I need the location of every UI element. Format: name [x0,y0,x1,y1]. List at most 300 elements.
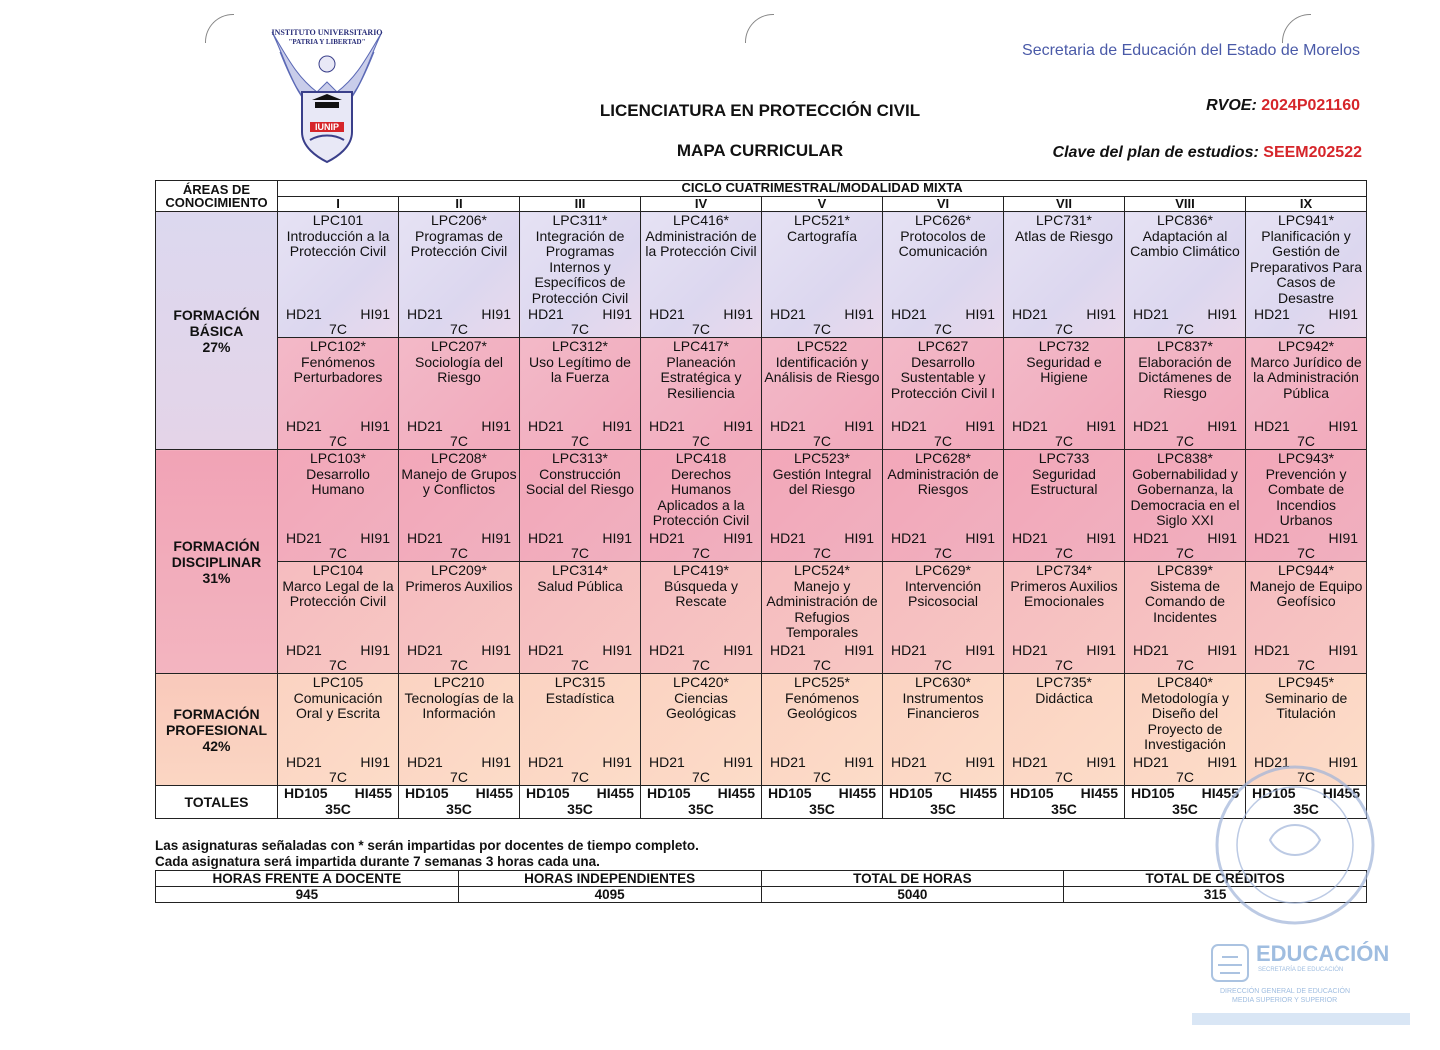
course-code: LPC209* [430,562,488,578]
course-code: LPC733 [1038,450,1090,466]
hi-hours: HI91 [1328,642,1359,659]
course-title: Programas de Protección Civil [410,227,508,260]
course-cell [883,212,1004,338]
page-corner-mark [745,14,774,43]
course-title: Sociología del Riesgo [415,353,503,386]
course-code: LPC525* [793,674,851,690]
course-code: LPC836* [1156,212,1214,228]
hd-hours: HD21 [286,530,322,547]
course-title: Adaptación al Cambio Climático [1130,227,1240,260]
hi-hours: HI91 [965,642,995,659]
education-stamp [1190,935,1420,1035]
hi-hours: HI91 [481,306,511,323]
hi-hours: HI91 [1086,306,1116,323]
course-code: LPC942* [1278,338,1335,354]
course-credits: 7C [934,433,952,450]
period-header-6: VI [883,197,1004,212]
course-credits: 7C [571,545,589,562]
course-cell [1125,212,1246,338]
course-cell [1125,338,1246,450]
period-total [641,786,762,819]
area-formacion-profesional [156,674,278,786]
course-cell [399,450,520,562]
course-title: Cartografía [786,227,858,244]
total-hi: HI455 [354,785,392,801]
hi-hours: HI91 [481,418,511,435]
hd-hours: HD21 [1012,306,1048,323]
hi-hours: HI91 [481,530,511,547]
total-hi: HI455 [838,785,876,801]
course-code: LPC313* [551,450,609,466]
hi-hours: HI91 [481,642,511,659]
course-credits: 7C [1297,545,1315,562]
course-code: LPC417* [672,338,730,354]
course-cell [1004,674,1125,786]
area-name: FORMACIÓN BÁSICA [173,306,260,339]
hd-hours: HD21 [649,754,685,771]
course-code: LPC103* [309,450,367,466]
course-credits: 7C [450,321,468,338]
course-title: Derechos Humanos Aplicados a la Protección Civil [652,465,750,529]
course-code: LPC416* [672,212,730,228]
course-code: LPC523* [793,450,851,466]
total-hd: HD105 [1252,785,1296,801]
hi-hours: HI91 [844,306,874,323]
course-cell [520,450,641,562]
course-credits: 7C [1297,657,1315,674]
course-cell [520,562,641,674]
hi-hours: HI91 [1207,418,1237,435]
course-credits: 7C [1176,657,1194,674]
total-hd: HD105 [1131,785,1175,801]
course-title: Administración de Riesgos [887,465,999,498]
course-title: Protocolos de Comunicación [898,227,988,260]
summary-value-hi: 4095 [458,887,761,903]
course-cell [762,450,883,562]
course-cell [641,212,762,338]
course-title: Sistema de Comando de Incidentes [1144,577,1226,625]
course-title: Didáctica [1035,689,1093,706]
hd-hours: HD21 [407,418,443,435]
course-credits: 7C [813,545,831,562]
course-cell [278,338,399,450]
hd-hours: HD21 [1012,754,1048,771]
hd-hours: HD21 [1133,418,1169,435]
logo-acronym: IUNIP [314,122,340,132]
course-code: LPC521* [793,212,851,228]
hi-hours: HI91 [602,642,632,659]
course-code: LPC524* [793,562,851,578]
hi-hours: HI91 [723,530,753,547]
hi-hours: HI91 [965,530,995,547]
course-title: Salud Pública [537,577,623,594]
hi-hours: HI91 [723,306,753,323]
edu-title: EDUCACIÓN [1256,941,1390,966]
course-title: Estadística [545,689,615,706]
course-credits: 7C [813,769,831,786]
area-percentage: 27% [202,338,231,355]
period-total [278,786,399,819]
course-code: LPC734* [1035,562,1093,578]
course-title: Metodología y Diseño del Proyecto de Investigación [1141,689,1229,753]
course-title: Ciencias Geológicas [665,689,737,722]
period-header-5: V [762,197,883,212]
course-title: Comunicación Oral y Escrita [293,689,383,722]
course-cell [1125,562,1246,674]
course-code: LPC837* [1156,338,1214,354]
course-code: LPC626* [914,212,972,228]
hi-hours: HI91 [723,642,753,659]
course-code: LPC208* [430,450,488,466]
course-title: Planeación Estratégica y Resiliencia [660,353,742,401]
course-title: Primeros Auxilios Emocionales [1010,577,1118,610]
course-cell [1004,338,1125,450]
course-credits: 7C [692,545,710,562]
page-title: LICENCIATURA EN PROTECCIÓN CIVIL [599,101,921,120]
summary-header-hd: HORAS FRENTE A DOCENTE [156,871,459,887]
course-code: LPC418 [675,450,727,466]
course-credits: 7C [571,657,589,674]
course-code: LPC943* [1278,450,1335,466]
period-header-9: IX [1246,197,1367,212]
course-cell [1246,562,1367,674]
hd-hours: HD21 [1012,642,1048,659]
hd-hours: HD21 [1254,530,1290,547]
hi-hours: HI91 [1086,642,1116,659]
hd-hours: HD21 [891,754,927,771]
course-cell [399,212,520,338]
course-credits: 7C [934,657,952,674]
eagle-shield-icon [272,32,382,162]
hd-hours: HD21 [407,642,443,659]
course-title: Planificación y Gestión de Preparativos Para Casos de Desastre [1250,227,1363,306]
course-cell [762,338,883,450]
course-credits: 7C [1055,657,1073,674]
hi-hours: HI91 [602,306,632,323]
course-cell [883,338,1004,450]
summary-header-total-hours: TOTAL DE HORAS [761,871,1064,887]
course-credits: 7C [692,433,710,450]
hd-hours: HD21 [286,418,322,435]
area-percentage: 42% [202,737,231,754]
course-code: LPC735* [1035,674,1093,690]
hi-hours: HI91 [360,642,390,659]
course-credits: 7C [1176,769,1194,786]
course-title: Manejo y Administración de Refugios Temporales [766,577,878,641]
hd-hours: HD21 [528,418,564,435]
course-title: Administración de la Protección Civil [645,227,757,260]
hd-hours: HD21 [286,754,322,771]
course-credits: 7C [329,321,347,338]
note-line1: Las asignaturas señaladas con * serán impartidas por docentes de tiempo completo. [155,838,699,853]
ciclo-header: CICLO CUATRIMESTRAL/MODALIDAD MIXTA [278,181,1367,197]
course-cell [520,338,641,450]
hd-hours: HD21 [1133,754,1169,771]
course-cell [399,674,520,786]
hd-hours: HD21 [649,418,685,435]
course-credits: 7C [1297,769,1315,786]
course-cell [520,212,641,338]
total-hd: HD105 [526,785,570,801]
edu-direccion-1: DIRECCIÓN GENERAL DE EDUCACIÓN [1220,988,1351,995]
period-total [399,786,520,819]
course-title: Desarrollo Sustentable y Protección Civil I [890,353,996,401]
course-credits: 7C [329,433,347,450]
total-hd: HD105 [768,785,812,801]
period-total [883,786,1004,819]
hd-hours: HD21 [770,754,806,771]
course-title: Manejo de Equipo Geofísico [1249,577,1363,610]
course-title: Seguridad e Higiene [1026,353,1102,386]
logo-line2: "PATRIA Y LIBERTAD" [288,38,366,46]
course-credits: 7C [329,545,347,562]
course-code: LPC311* [552,212,608,228]
hd-hours: HD21 [1254,642,1290,659]
hd-hours: HD21 [1254,418,1290,435]
course-code: LPC104 [312,562,364,578]
course-code: LPC944* [1278,562,1335,578]
course-cell [762,212,883,338]
course-credits: 7C [1055,433,1073,450]
hd-hours: HD21 [891,306,927,323]
hd-hours: HD21 [891,530,927,547]
course-title: Atlas de Riesgo [1014,227,1114,244]
course-title: Fenómenos Perturbadores [293,353,383,386]
course-credits: 7C [450,769,468,786]
hd-hours: HD21 [528,530,564,547]
hd-hours: HD21 [1012,530,1048,547]
course-code: LPC630* [914,674,972,690]
hd-hours: HD21 [649,306,685,323]
hi-hours: HI91 [1328,754,1359,771]
areas-header: ÁREAS DE CONOCIMIENTO [156,181,278,212]
hi-hours: HI91 [481,754,511,771]
course-credits: 7C [1297,321,1315,338]
hi-hours: HI91 [360,754,390,771]
total-hi: HI455 [1201,785,1239,801]
hd-hours: HD21 [770,418,806,435]
course-cell [883,674,1004,786]
logo-line1: INSTITUTO UNIVERSITARIO [271,28,383,37]
course-credits: 7C [450,657,468,674]
course-code: LPC522 [796,338,848,354]
hd-hours: HD21 [407,530,443,547]
course-title: Seminario de Titulación [1264,689,1348,722]
hd-hours: HD21 [649,642,685,659]
hi-hours: HI91 [360,530,390,547]
course-code: LPC838* [1156,450,1214,466]
course-credits: 7C [1055,769,1073,786]
hd-hours: HD21 [770,306,806,323]
total-credits: 35C [1051,800,1077,817]
hd-hours: HD21 [1254,754,1290,771]
hi-hours: HI91 [965,754,995,771]
course-title: Intervención Psicosocial [904,577,982,610]
hd-hours: HD21 [1254,306,1290,323]
course-cell [520,674,641,786]
hi-hours: HI91 [1328,418,1359,435]
clave-label: Clave del plan de estudios: [1052,144,1259,161]
course-code: LPC210 [433,674,485,690]
page-corner-mark [1282,14,1311,43]
course-code: LPC102* [309,338,367,354]
hd-hours: HD21 [891,642,927,659]
hi-hours: HI91 [360,306,390,323]
course-title: Fenómenos Geológicos [785,689,859,722]
course-cell [883,562,1004,674]
course-title: Introducción a la Protección Civil [286,227,390,260]
course-title: Construcción Social del Riesgo [525,465,635,498]
course-code: LPC941* [1278,212,1335,228]
period-header-1: I [278,197,399,212]
course-cell [883,450,1004,562]
course-cell [1004,212,1125,338]
period-header-3: III [520,197,641,212]
curriculum-table [155,180,1367,819]
hi-hours: HI91 [1086,418,1116,435]
course-credits: 7C [1176,321,1194,338]
course-cell [762,562,883,674]
hi-hours: HI91 [1207,642,1237,659]
rvoe-label: RVOE: [1206,97,1257,114]
hi-hours: HI91 [602,754,632,771]
hi-hours: HI91 [1207,530,1237,547]
clave-plan [980,144,1362,162]
hd-hours: HD21 [407,306,443,323]
course-code: LPC629* [914,562,972,578]
hd-hours: HD21 [528,642,564,659]
course-cell [1246,212,1367,338]
hd-hours: HD21 [649,530,685,547]
course-title: Seguridad Estructural [1030,465,1098,498]
course-credits: 7C [329,769,347,786]
course-cell [399,562,520,674]
edu-subtitle: SECRETARÍA DE EDUCACIÓN [1258,967,1344,973]
course-credits: 7C [692,321,710,338]
course-code: LPC206* [430,212,488,228]
course-credits: 7C [571,433,589,450]
course-title: Integración de Programas Internos y Específicos de Protección Civil [531,227,629,306]
course-title: Tecnologías de la Información [404,689,514,722]
hi-hours: HI91 [844,754,874,771]
course-code: LPC732 [1038,338,1090,354]
period-header-8: VIII [1125,197,1246,212]
rvoe-value: 2024P021160 [1261,97,1360,114]
notes [155,838,699,869]
course-title: Gobernabilidad y Gobernanza, la Democracia en el Siglo XXI [1130,465,1240,529]
course-cell [1246,338,1367,450]
hd-hours: HD21 [528,306,564,323]
course-code: LPC420* [672,674,730,690]
total-hd: HD105 [1010,785,1054,801]
summary-value-credits: 315 [1064,887,1367,903]
course-title: Manejo de Grupos y Conflictos [401,465,517,498]
hi-hours: HI91 [1207,306,1237,323]
total-credits: 35C [809,800,835,817]
hi-hours: HI91 [602,418,632,435]
course-title: Identificación y Análisis de Riesgo [764,353,880,386]
course-credits: 7C [692,657,710,674]
period-total [762,786,883,819]
course-code: LPC945* [1278,674,1335,690]
course-title: Instrumentos Financieros [902,689,984,722]
summary-header-credits: TOTAL DE CRÉDITOS [1064,871,1367,887]
course-title: Marco Jurídico de la Administración Pública [1250,353,1362,401]
course-code: LPC314* [551,562,609,578]
course-credits: 7C [813,433,831,450]
total-hd: HD105 [405,785,449,801]
hd-hours: HD21 [1012,418,1048,435]
total-credits: 35C [688,800,714,817]
course-code: LPC207* [430,338,488,354]
course-code: LPC628* [914,450,972,466]
hi-hours: HI91 [1086,754,1116,771]
course-credits: 7C [934,321,952,338]
total-credits: 35C [1293,800,1319,817]
course-code: LPC840* [1156,674,1214,690]
area-formacion-basica [156,212,278,450]
course-cell [1004,450,1125,562]
course-credits: 7C [1055,321,1073,338]
course-credits: 7C [1176,433,1194,450]
summary-value-total-hours: 5040 [761,887,1064,903]
course-title: Gestión Integral del Riesgo [772,465,872,498]
area-name: FORMACIÓN PROFESIONAL [165,705,268,738]
hi-hours: HI91 [965,306,995,323]
hd-hours: HD21 [891,418,927,435]
course-cell [278,674,399,786]
hi-hours: HI91 [844,530,874,547]
course-cell [1004,562,1125,674]
course-code: LPC419* [672,562,730,578]
period-header-4: IV [641,197,762,212]
secretaria-label: Secretaria de Educación del Estado de Morelos [1022,42,1360,59]
period-header-7: VII [1004,197,1125,212]
course-credits: 7C [1297,433,1315,450]
area-formacion-disciplinar [156,450,278,674]
total-hd: HD105 [284,785,328,801]
course-title: Elaboración de Dictámenes de Riesgo [1138,353,1232,401]
course-code: LPC731* [1035,212,1093,228]
total-hi: HI455 [1322,785,1361,801]
course-cell [641,562,762,674]
course-code: LPC105 [312,674,364,690]
course-credits: 7C [692,769,710,786]
course-credits: 7C [450,545,468,562]
hi-hours: HI91 [360,418,390,435]
total-credits: 35C [567,800,593,817]
course-code: LPC312* [551,338,609,354]
course-credits: 7C [329,657,347,674]
hd-hours: HD21 [528,754,564,771]
hi-hours: HI91 [723,418,753,435]
total-credits: 35C [325,800,351,817]
course-credits: 7C [1176,545,1194,562]
total-hi: HI455 [475,785,513,801]
period-total [1004,786,1125,819]
course-credits: 7C [813,657,831,674]
course-cell [278,450,399,562]
hi-hours: HI91 [723,754,753,771]
course-cell [641,674,762,786]
totals-label: TOTALES [156,786,278,819]
course-title: Uso Legítimo de la Fuerza [529,353,631,386]
course-title: Búsqueda y Rescate [664,577,738,610]
course-code: LPC839* [1156,562,1214,578]
course-credits: 7C [813,321,831,338]
hd-hours: HD21 [1133,642,1169,659]
total-hi: HI455 [596,785,634,801]
